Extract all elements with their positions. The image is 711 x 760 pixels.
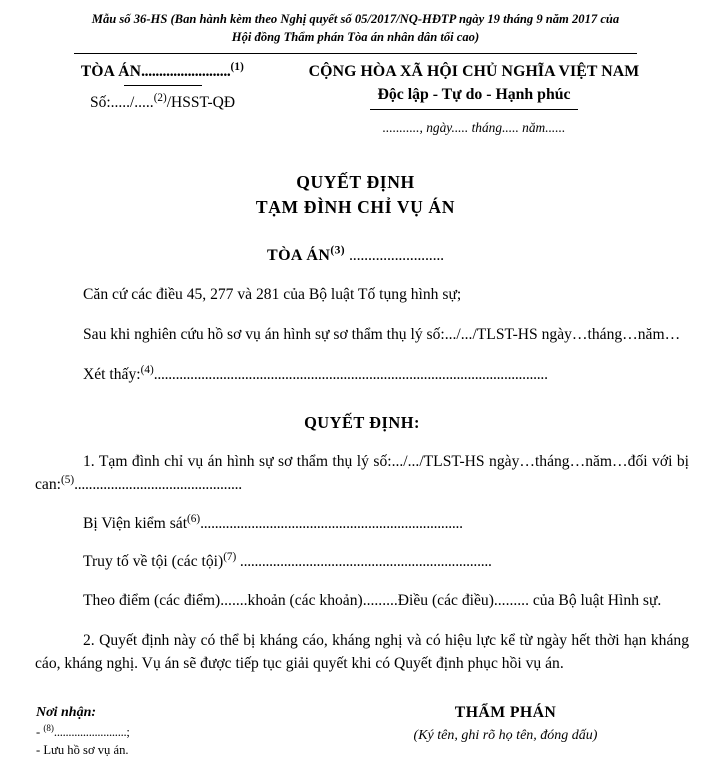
document-footer bbox=[0, 702, 711, 760]
motto-rule bbox=[370, 109, 578, 110]
prosecutor-line bbox=[35, 513, 689, 536]
header-court-block bbox=[20, 61, 275, 114]
signer-title: THẨM PHÁN bbox=[336, 702, 675, 724]
form-reference-note bbox=[0, 0, 711, 47]
recipients-block bbox=[36, 702, 336, 760]
signer-instruction: (Ký tên, ghi rõ họ tên, đóng dấu) bbox=[336, 726, 675, 745]
decision-item-1-footnote: (5) bbox=[61, 474, 74, 486]
decision-item-2: 2. Quyết định này có thể bị kháng cáo, kháng nghị và có hiệu lực kể từ ngày hết thời hạn kháng cáo, kháng nghị. Vụ án sẽ được tiếp tục giải quyết khi có Quyết định phục hồi vụ án. bbox=[35, 630, 689, 676]
consideration-dots: ............................................................................................................ bbox=[154, 366, 548, 383]
document-body bbox=[0, 284, 711, 675]
recipient-item-1-footnote: (8) bbox=[43, 722, 54, 732]
charge-label: Truy tố về tội (các tội) bbox=[83, 553, 223, 570]
provision-line-2: Bộ luật Hình sự. bbox=[558, 592, 661, 609]
decision-heading: QUYẾT ĐỊNH: bbox=[35, 412, 689, 435]
document-header bbox=[0, 54, 711, 138]
document-number-footnote: (2) bbox=[154, 92, 167, 104]
page-title: QUYẾT ĐỊNH bbox=[0, 170, 711, 194]
consideration-footnote: (4) bbox=[141, 364, 154, 376]
case-review-paragraph: Sau khi nghiên cứu hồ sơ vụ án hình sự sơ thẩm thụ lý số:.../.../TLST-HS ngày…tháng…năm… bbox=[35, 324, 689, 347]
issuing-court-footnote: (3) bbox=[330, 245, 345, 257]
prosecutor-dots: ........................................................................ bbox=[200, 515, 463, 532]
court-block-rule bbox=[124, 85, 202, 86]
issuing-court-line bbox=[0, 245, 711, 267]
consideration-label: Xét thấy: bbox=[83, 366, 141, 383]
prosecutor-footnote: (6) bbox=[187, 512, 200, 524]
header-nation-block bbox=[275, 61, 691, 138]
decision-item-1 bbox=[35, 451, 689, 497]
recipient-item-1-dash: - bbox=[36, 725, 43, 739]
court-name-footnote: (1) bbox=[230, 60, 244, 72]
form-note-line-2: Hội đồng Thẩm phán Tòa án nhân dân tối cao) bbox=[40, 28, 671, 46]
recipients-title: Nơi nhận: bbox=[36, 702, 336, 723]
issuing-court-label: TÒA ÁN bbox=[267, 247, 330, 264]
court-name-dots: ......................... bbox=[141, 63, 230, 80]
document-number-suffix: /HSST-QĐ bbox=[167, 94, 235, 111]
legal-basis-paragraph: Căn cứ các điều 45, 277 và 281 của Bộ luật Tố tụng hình sự; bbox=[35, 284, 689, 307]
provision-line bbox=[35, 590, 689, 613]
form-note-line-1: Mẫu số 36-HS (Ban hành kèm theo Nghị quyết số 05/2017/NQ-HĐTP ngày 19 tháng 9 năm 2017 của bbox=[92, 12, 619, 26]
charge-footnote: (7) bbox=[223, 551, 236, 563]
place-date-line: ..........., ngày..... tháng..... năm...... bbox=[275, 119, 673, 138]
decision-item-1-text: 1. Tạm đình chỉ vụ án hình sự sơ thẩm thụ lý số:.../.../TLST-HS ngày…tháng…năm…đối với bị can: bbox=[35, 453, 689, 493]
nation-title: CỘNG HÒA XÃ HỘI CHỦ NGHĨA VIỆT NAM bbox=[275, 61, 673, 83]
consideration-paragraph bbox=[35, 364, 689, 387]
signature-block bbox=[336, 702, 695, 746]
document-number-line bbox=[50, 92, 275, 113]
charge-dots: ..................................................................... bbox=[236, 553, 491, 570]
issuing-court-dots: ......................... bbox=[349, 247, 444, 264]
court-name-label: TÒA ÁN bbox=[81, 63, 141, 80]
charge-line bbox=[35, 551, 689, 574]
document-number-prefix: Số:...../..... bbox=[90, 94, 154, 111]
recipient-item-2: - Lưu hồ sơ vụ án. bbox=[36, 741, 336, 760]
decision-item-1-dots: .............................................. bbox=[74, 476, 242, 493]
document-title-block bbox=[0, 170, 711, 220]
recipient-item-1 bbox=[36, 723, 336, 742]
prosecutor-label: Bị Viện kiểm sát bbox=[83, 515, 187, 532]
court-name-line bbox=[50, 61, 275, 82]
recipient-item-1-dots: .........................; bbox=[54, 725, 130, 739]
provision-line-1: Theo điểm (các điểm).......khoản (các khoản).........Điều (các điều)......... của bbox=[83, 592, 555, 609]
nation-motto: Độc lập - Tự do - Hạnh phúc bbox=[275, 84, 673, 106]
page-subtitle: TẠM ĐÌNH CHỈ VỤ ÁN bbox=[0, 195, 711, 219]
